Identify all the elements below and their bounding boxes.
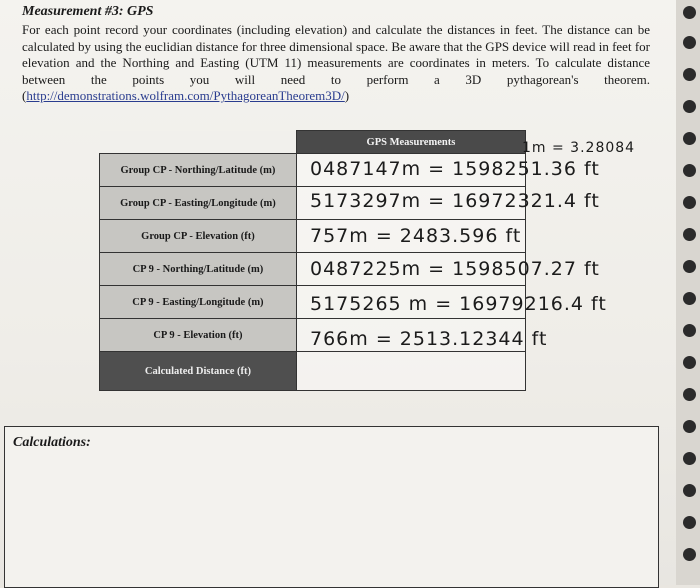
handwritten-value: 5175265 m = 16979216.4 ft: [310, 293, 607, 315]
binder-hole: [683, 484, 696, 497]
handwritten-value: 5173297m = 16972321.4 ft: [310, 190, 600, 212]
binder-hole: [683, 100, 696, 113]
binder-hole: [683, 196, 696, 209]
total-label: Calculated Distance (ft): [100, 352, 297, 391]
handwritten-value: 0487225m = 1598507.27 ft: [310, 258, 600, 280]
instructions-text: For each point record your coordinates (including elevation) and calculate the distances in feet. The distance can be calculated by using the euclidian distance for three dimensional space. Be aware that the GPS device will read in feet for elevation and the Northing and Easting (UTM 11) measurements are coordinates in meters. To calculate distance between the points you will need to perform a 3D pythagorean's theorem. (: [22, 22, 650, 104]
table-header: GPS Measurements: [296, 131, 525, 154]
handwritten-value: 766m = 2513.12344 ft: [310, 328, 548, 350]
binder-hole: [683, 452, 696, 465]
binder-holes: [676, 0, 700, 585]
instructions-close: ): [344, 88, 350, 104]
binder-hole: [683, 324, 696, 337]
calculations-box[interactable]: [4, 426, 659, 588]
table-corner: [100, 131, 297, 154]
binder-hole: [683, 356, 696, 369]
binder-hole: [683, 420, 696, 433]
binder-hole: [683, 36, 696, 49]
instructions-paragraph: [22, 22, 650, 105]
page-title: Measurement #3: GPS: [22, 4, 154, 19]
binder-hole: [683, 68, 696, 81]
total-value-cell[interactable]: [296, 352, 525, 391]
binder-hole: [683, 548, 696, 561]
row-label: CP 9 - Elevation (ft): [100, 319, 297, 352]
row-label: Group CP - Easting/Longitude (m): [100, 187, 297, 220]
calculations-label: Calculations:: [13, 435, 91, 450]
row-label: CP 9 - Northing/Latitude (m): [100, 253, 297, 286]
row-label: Group CP - Northing/Latitude (m): [100, 154, 297, 187]
binder-hole: [683, 228, 696, 241]
pythagorean-link[interactable]: http://demonstrations.wolfram.com/PythagoreanTheorem3D/: [26, 88, 345, 104]
row-label: CP 9 - Easting/Longitude (m): [100, 286, 297, 319]
binder-hole: [683, 516, 696, 529]
binder-hole: [683, 164, 696, 177]
conversion-note: 1m = 3.28084: [522, 140, 636, 156]
binder-hole: [683, 6, 696, 19]
handwritten-value: 0487147m = 1598251.36 ft: [310, 158, 600, 180]
binder-hole: [683, 292, 696, 305]
binder-hole: [683, 132, 696, 145]
handwritten-value: 757m = 2483.596 ft: [310, 225, 522, 247]
row-label: Group CP - Elevation (ft): [100, 220, 297, 253]
binder-hole: [683, 260, 696, 273]
binder-hole: [683, 388, 696, 401]
